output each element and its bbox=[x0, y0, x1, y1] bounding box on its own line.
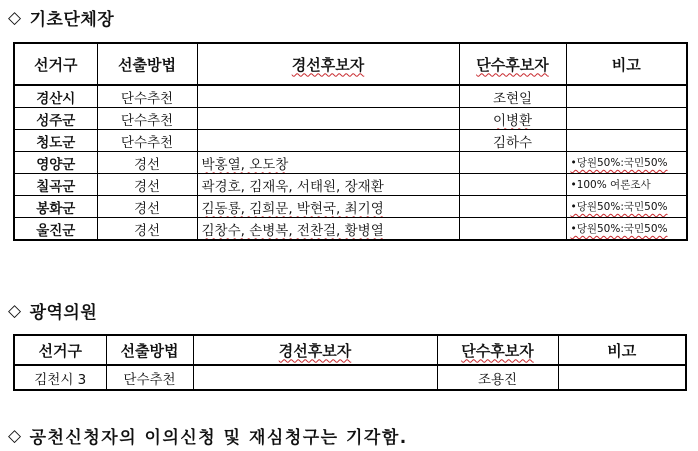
diamond-bullet-icon: ◇ bbox=[8, 425, 22, 446]
cell-note bbox=[566, 108, 687, 130]
cell-candidates bbox=[197, 218, 459, 241]
cell-method: 경선 bbox=[97, 174, 197, 196]
local-heads-table bbox=[13, 42, 688, 241]
section-title: 기초단체장 bbox=[29, 10, 115, 30]
cell-district: 성주군 bbox=[14, 108, 97, 130]
cell-candidates bbox=[197, 196, 459, 218]
notice-text: 공천신청자의 이의신청 및 재심청구는 기각함. bbox=[29, 428, 408, 448]
note-text: •당원50%:국민50% bbox=[570, 201, 668, 213]
diamond-bullet-icon: ◇ bbox=[8, 300, 22, 321]
cell-note bbox=[566, 130, 687, 152]
cell-single bbox=[459, 174, 566, 196]
cell-single bbox=[459, 218, 566, 241]
cell-note bbox=[566, 218, 687, 241]
cell-district: 영양군 bbox=[14, 152, 97, 174]
section-heading-metro-council bbox=[8, 298, 97, 323]
cell-method: 단수추천 bbox=[97, 108, 197, 130]
cell-note: •100% 여론조사 bbox=[566, 174, 687, 196]
table-row bbox=[14, 365, 686, 390]
cell-district: 청도군 bbox=[14, 130, 97, 152]
cell-single bbox=[459, 108, 566, 130]
header-method: 선출방법 bbox=[97, 43, 197, 85]
metro-council-table bbox=[13, 334, 687, 391]
cell-method: 단수추천 bbox=[97, 130, 197, 152]
table-row bbox=[14, 108, 687, 130]
table-header-row bbox=[14, 335, 686, 365]
note-text: •당원50%:국민50% bbox=[570, 223, 668, 235]
cell-method: 경선 bbox=[97, 196, 197, 218]
cell-district: 경산시 bbox=[14, 85, 97, 108]
cell-single bbox=[459, 196, 566, 218]
cell-single: 조용진 bbox=[437, 365, 558, 390]
cell-single: 김하수 bbox=[459, 130, 566, 152]
cell-note bbox=[566, 196, 687, 218]
cell-district: 봉화군 bbox=[14, 196, 97, 218]
cell-candidates bbox=[197, 152, 459, 174]
candidates-text: 김창수, 손병복, 전찬걸, 황병열 bbox=[201, 222, 384, 239]
cell-single bbox=[459, 152, 566, 174]
cell-method: 단수추천 bbox=[97, 85, 197, 108]
cell-candidates bbox=[197, 85, 459, 108]
header-candidates: 경선후보자 bbox=[197, 43, 459, 85]
cell-candidates: 곽경호, 김재욱, 서태원, 장재환 bbox=[197, 174, 459, 196]
cell-note bbox=[566, 85, 687, 108]
cell-single: 조현일 bbox=[459, 85, 566, 108]
diamond-bullet-icon: ◇ bbox=[8, 7, 22, 28]
section-title: 광역의원 bbox=[29, 303, 98, 323]
note-text: •당원50%:국민50% bbox=[570, 157, 668, 169]
header-note: 비고 bbox=[558, 335, 686, 365]
table-header-row bbox=[14, 43, 687, 85]
header-single: 단수후보자 bbox=[437, 335, 558, 365]
cell-candidates bbox=[197, 130, 459, 152]
cell-district: 칠곡군 bbox=[14, 174, 97, 196]
cell-candidates bbox=[197, 108, 459, 130]
header-candidates: 경선후보자 bbox=[193, 335, 437, 365]
header-method: 선출방법 bbox=[106, 335, 193, 365]
header-single: 단수후보자 bbox=[459, 43, 566, 85]
table-row bbox=[14, 130, 687, 152]
header-note: 비고 bbox=[566, 43, 687, 85]
table-row bbox=[14, 218, 687, 241]
table-row bbox=[14, 152, 687, 174]
cell-method: 단수추천 bbox=[106, 365, 193, 390]
dismissal-notice bbox=[8, 423, 408, 448]
table-row bbox=[14, 196, 687, 218]
candidates-text: 박홍열, 오도창 bbox=[201, 156, 289, 173]
single-name: 이병환 bbox=[492, 112, 533, 129]
cell-candidates bbox=[193, 365, 437, 390]
header-district: 선거구 bbox=[14, 335, 106, 365]
cell-note bbox=[558, 365, 686, 390]
candidates-text: 김동룡, 김희문, 박현국, 최기영 bbox=[201, 200, 384, 217]
cell-district: 울진군 bbox=[14, 218, 97, 241]
cell-method: 경선 bbox=[97, 152, 197, 174]
section-heading-local-heads bbox=[8, 5, 114, 30]
header-district: 선거구 bbox=[14, 43, 97, 85]
cell-method: 경선 bbox=[97, 218, 197, 241]
cell-district: 김천시 3 bbox=[14, 365, 106, 390]
table-row bbox=[14, 174, 687, 196]
cell-note bbox=[566, 152, 687, 174]
table-row bbox=[14, 85, 687, 108]
